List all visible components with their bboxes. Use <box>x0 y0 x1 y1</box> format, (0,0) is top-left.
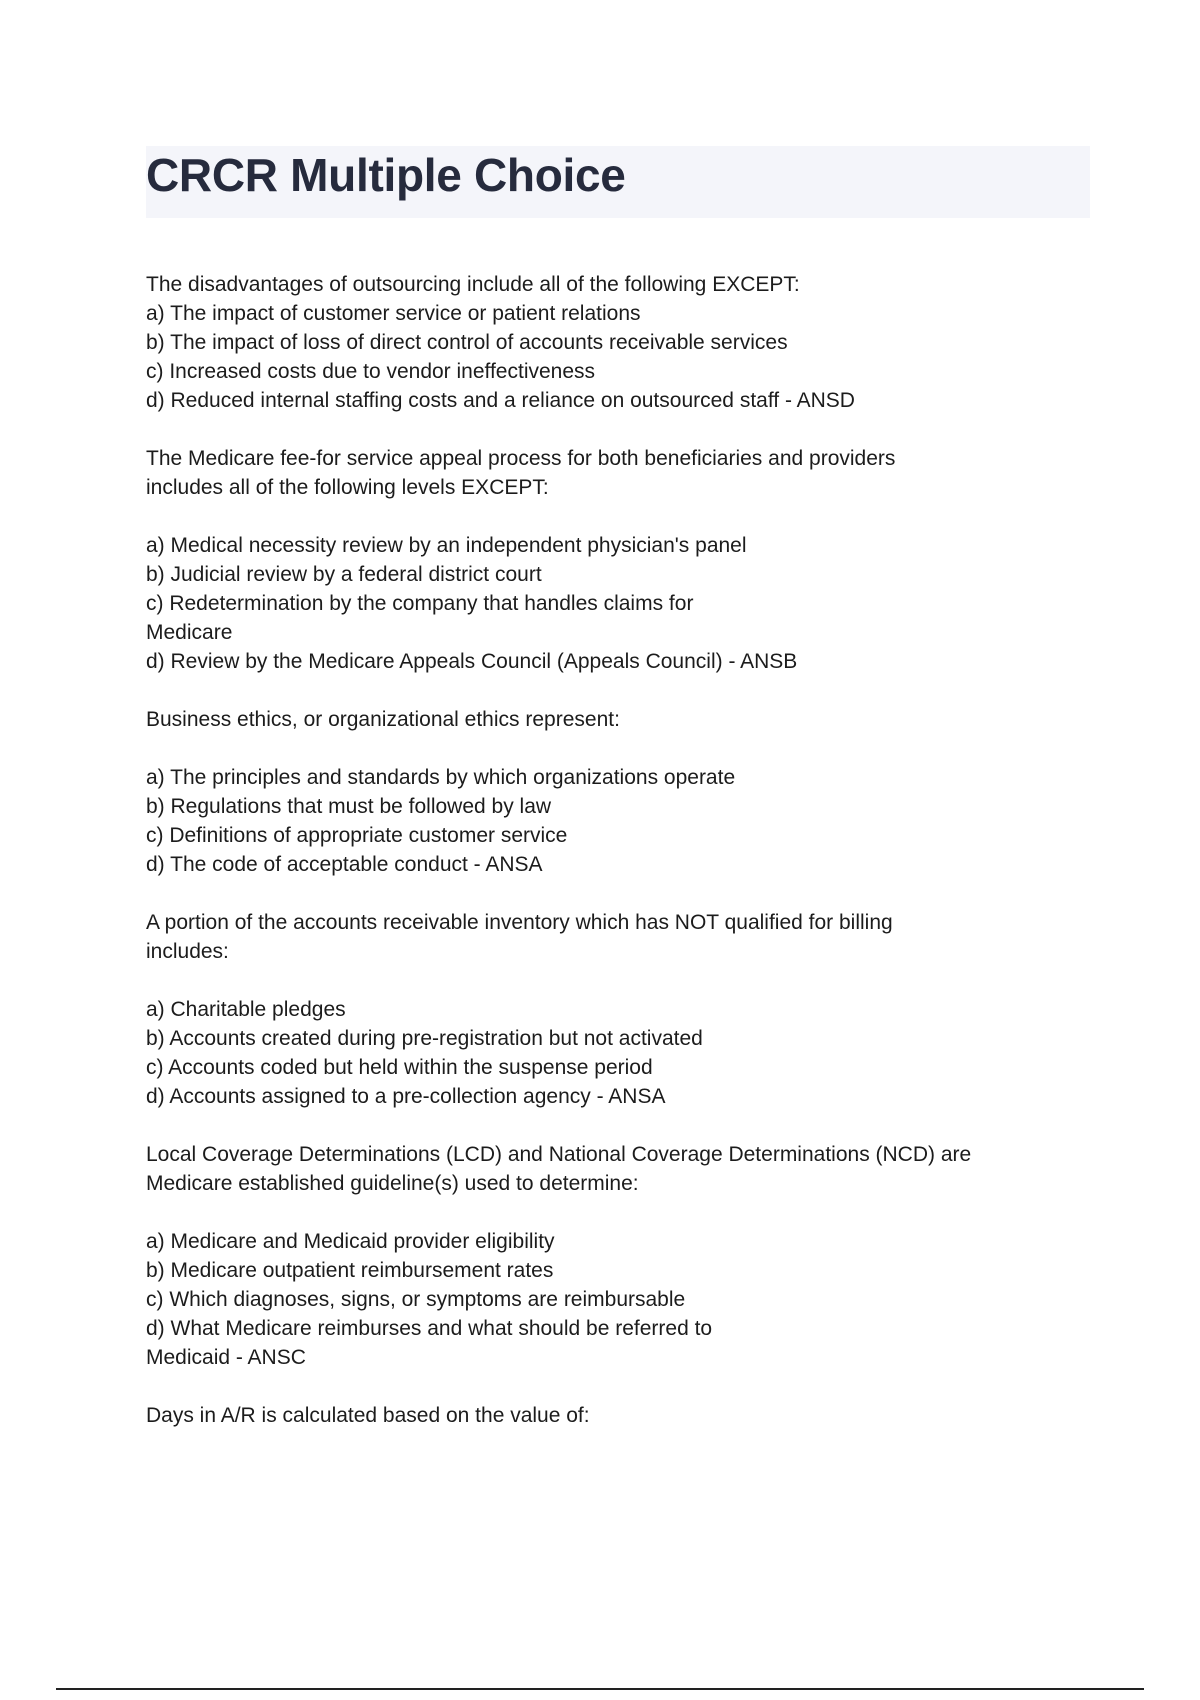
question-block <box>146 1401 1086 1430</box>
answer-option: d) Accounts assigned to a pre-collection agency - ANSA <box>146 1085 666 1108</box>
spacer <box>146 676 1086 705</box>
answer-option: c) Redetermination by the company that handles claims for <box>146 592 694 615</box>
answer-option: b) Regulations that must be followed by law <box>146 795 552 818</box>
page-title: CRCR Multiple Choice <box>146 149 626 201</box>
question-block <box>146 705 1086 879</box>
question-stem: includes: <box>146 940 229 963</box>
question-stem: The Medicare fee-for service appeal process for both beneficiaries and providers <box>146 447 896 470</box>
answer-option: d) What Medicare reimburses and what should be referred to <box>146 1317 713 1340</box>
question-stem: Business ethics, or organizational ethics represent: <box>146 708 620 731</box>
answer-option: a) Medical necessity review by an independent physician's panel <box>146 534 747 557</box>
answer-option: c) Which diagnoses, signs, or symptoms are reimbursable <box>146 1288 686 1311</box>
answer-option: d) The code of acceptable conduct - ANSA <box>146 853 543 876</box>
answer-option: c) Definitions of appropriate customer service <box>146 824 568 847</box>
question-stem: Days in A/R is calculated based on the value of: <box>146 1404 590 1427</box>
answer-option: c) Increased costs due to vendor ineffectiveness <box>146 360 596 383</box>
answer-option: a) The impact of customer service or patient relations <box>146 302 641 325</box>
spacer <box>146 734 1086 763</box>
spacer <box>146 1372 1086 1401</box>
question-stem: A portion of the accounts receivable inventory which has NOT qualified for billing <box>146 911 893 934</box>
answer-option: a) Charitable pledges <box>146 998 346 1021</box>
document-body <box>146 270 1086 1430</box>
spacer <box>146 415 1086 444</box>
question-stem: Local Coverage Determinations (LCD) and National Coverage Determinations (NCD) are <box>146 1143 972 1166</box>
answer-option: Medicaid - ANSC <box>146 1346 306 1369</box>
answer-option: d) Review by the Medicare Appeals Council (Appeals Council) - ANSB <box>146 650 798 673</box>
question-block <box>146 908 1086 1111</box>
answer-option: d) Reduced internal staffing costs and a reliance on outsourced staff - ANSD <box>146 389 855 412</box>
answer-option: b) Judicial review by a federal district court <box>146 563 542 586</box>
answer-option: b) The impact of loss of direct control of accounts receivable services <box>146 331 788 354</box>
answer-option: b) Medicare outpatient reimbursement rates <box>146 1259 554 1282</box>
spacer <box>146 502 1086 531</box>
question-block <box>146 1140 1086 1372</box>
question-stem: Medicare established guideline(s) used to determine: <box>146 1172 639 1195</box>
spacer <box>146 1111 1086 1140</box>
answer-option: b) Accounts created during pre-registration but not activated <box>146 1027 703 1050</box>
answer-option: a) The principles and standards by which organizations operate <box>146 766 736 789</box>
answer-option: a) Medicare and Medicaid provider eligibility <box>146 1230 555 1253</box>
question-stem: includes all of the following levels EXCEPT: <box>146 476 549 499</box>
question-block <box>146 444 1086 676</box>
answer-option: Medicare <box>146 621 233 644</box>
spacer <box>146 966 1086 995</box>
question-stem: The disadvantages of outsourcing include all of the following EXCEPT: <box>146 273 800 296</box>
page-bottom-rule <box>56 1688 1144 1690</box>
spacer <box>146 879 1086 908</box>
spacer <box>146 1198 1086 1227</box>
question-block <box>146 270 1086 415</box>
answer-option: c) Accounts coded but held within the suspense period <box>146 1056 653 1079</box>
